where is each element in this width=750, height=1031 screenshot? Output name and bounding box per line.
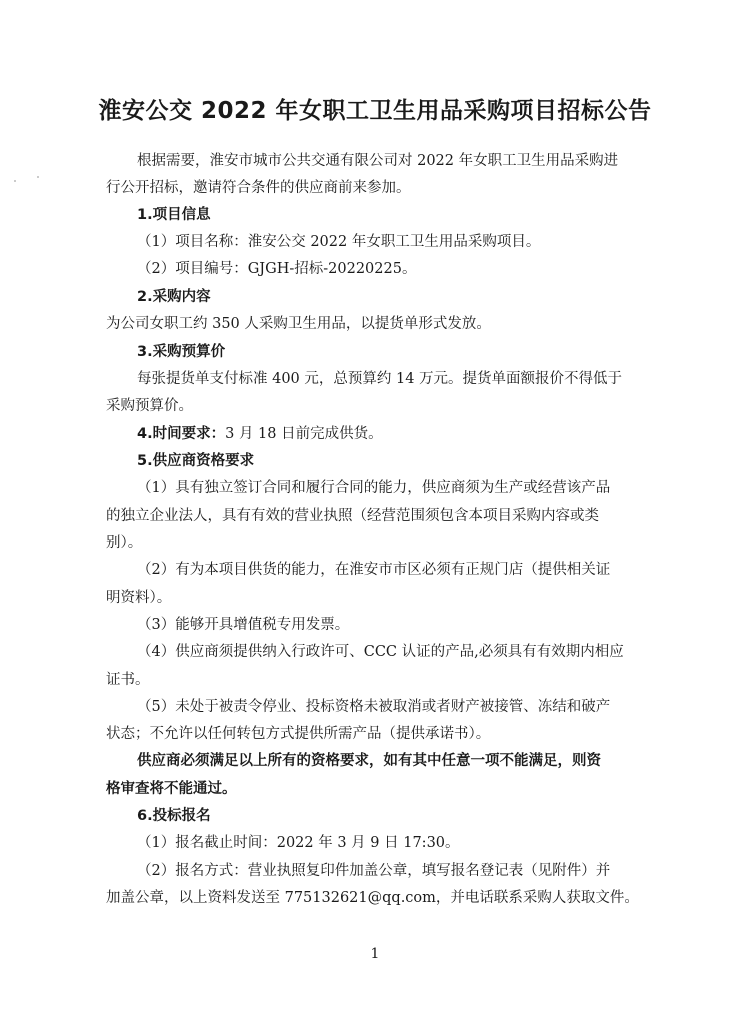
intro-line-1: 根据需要，淮安市城市公共交通有限公司对 2022 年女职工卫生用品采购进 xyxy=(137,153,619,169)
time-requirement-heading: 4.时间要求： xyxy=(137,426,226,442)
req1-line-2: 的独立企业法人，具有有效的营业执照（经营范围须包含本项目采购内容或类 xyxy=(106,508,599,524)
req1-line-1: （1）具有独立签订合同和履行合同的能力，供应商须为生产或经营该产品 xyxy=(137,480,611,496)
section-heading-project-info: 1.项目信息 xyxy=(137,207,211,223)
content-text: 为公司女职工约 350 人采购卫生用品，以提货单形式发放。 xyxy=(106,316,491,332)
req2-line-1: （2）有为本项目供货的能力，在淮安市市区必须有正规门店（提供相关证 xyxy=(137,562,611,578)
req5-line-1: （5）未处于被责令停业、投标资格未被取消或者财产被接管、冻结和破产 xyxy=(137,699,611,715)
time-requirement xyxy=(137,424,383,444)
section-heading-registration: 6.投标报名 xyxy=(137,808,211,824)
section-heading-budget: 3.采购预算价 xyxy=(137,344,226,360)
req1-line-3: 别）。 xyxy=(106,535,143,551)
req4-line-2: 证书。 xyxy=(106,672,150,688)
req2-line-2: 明资料）。 xyxy=(106,590,172,606)
project-number: （2）项目编号：GJGH-招标-20220225。 xyxy=(137,261,417,277)
req5-line-2: 状态；不允许以任何转包方式提供所需产品（提供承诺书）。 xyxy=(106,726,491,742)
project-name: （1）项目名称：淮安公交 2022 年女职工卫生用品采购项目。 xyxy=(137,234,541,250)
budget-line-1: 每张提货单支付标准 400 元，总预算约 14 万元。提货单面额报价不得低于 xyxy=(137,371,623,387)
page-number: 1 xyxy=(370,946,380,962)
section-heading-content: 2.采购内容 xyxy=(137,289,211,305)
scan-speck xyxy=(37,176,39,178)
time-requirement-text: 3 月 18 日前完成供货。 xyxy=(225,426,383,442)
req4-line-1: （4）供应商须提供纳入行政许可、CCC 认证的产品,必须具有有效期内相应 xyxy=(137,644,624,660)
registration-method-line-1: （2）报名方式：营业执照复印件加盖公章，填写报名登记表（见附件）并 xyxy=(137,863,611,879)
document-title: 淮安公交 2022 年女职工卫生用品采购项目招标公告 xyxy=(98,98,652,124)
registration-deadline: （1）报名截止时间：2022 年 3 月 9 日 17:30。 xyxy=(137,835,460,851)
section-heading-qualification: 5.供应商资格要求 xyxy=(137,453,255,469)
intro-line-2: 行公开招标，邀请符合条件的供应商前来参加。 xyxy=(106,180,411,196)
qualification-note-line-1: 供应商必须满足以上所有的资格要求，如有其中任意一项不能满足，则资 xyxy=(137,753,601,769)
budget-line-2: 采购预算价。 xyxy=(106,398,193,414)
scan-speck xyxy=(14,180,16,182)
registration-method-line-2: 加盖公章，以上资料发送至 775132621@qq.com，并电话联系采购人获取文件。 xyxy=(106,890,639,906)
req3: （3）能够开具增值税专用发票。 xyxy=(137,617,350,633)
qualification-note-line-2: 格审查将不能通过。 xyxy=(106,781,237,797)
